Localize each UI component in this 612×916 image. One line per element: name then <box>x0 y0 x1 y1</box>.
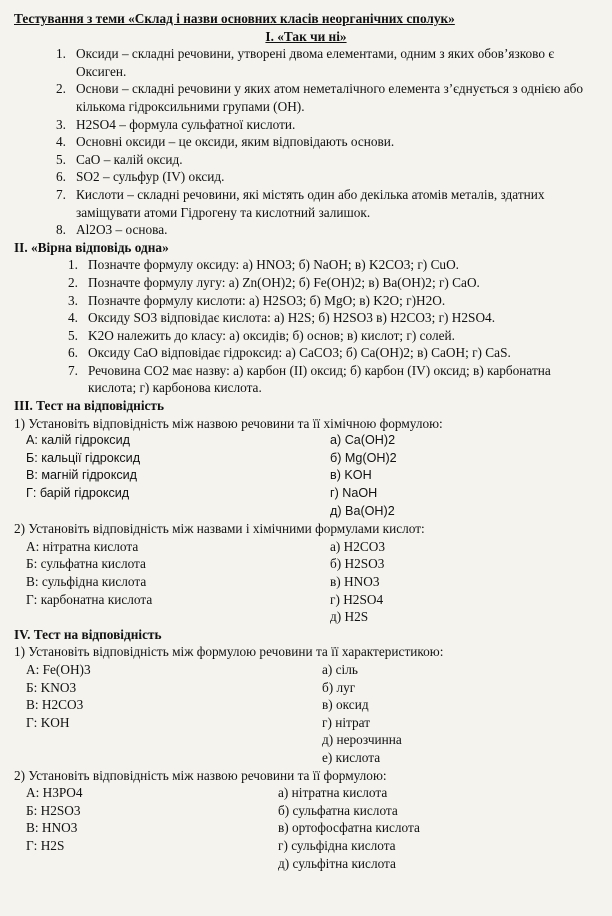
list-item: 3. Позначте формулу кислоти: а) H2SO3; б) MgO; в) K2O; г)H2O. <box>68 292 446 308</box>
list-item: 4. Основні оксиди – це оксиди, яким відповідають основи. <box>56 134 395 150</box>
table-row: В: HNO3 в) ортофосфатна кислота <box>26 820 420 836</box>
table-row: А: калій гідроксид а) Ca(OH)2 <box>26 433 396 448</box>
list-item: 1. Оксиди – складні речовини, утворені двома елементами, одним з яких обов’язково є Оксиген. <box>56 46 555 79</box>
list-item: 1. Позначте формулу оксиду: а) HNO3; б) NaOH; в) K2CO3; г) CuO. <box>68 257 460 273</box>
table-row: Б: сульфатна кислота б) H2SO3 <box>26 556 385 572</box>
table-row: д) H2S <box>330 609 369 625</box>
table-row: В: магній гідроксид в) KOH <box>26 468 372 483</box>
list-item: 5. K2O належить до класу: а) оксидів; б) основ; в) кислот; г) солей. <box>68 327 455 343</box>
table-row: В: H2CO3 в) оксид <box>26 697 369 713</box>
table-row: Г: барій гідроксид г) NaOH <box>26 486 378 501</box>
list-item: 4. Оксиду SO3 відповідає кислота: а) H2S; б) H2SO3 в) H2CO3; г) H2SO4. <box>68 310 496 326</box>
question-prompt: 1) Установіть відповідність між назвою речовини та її хімічною формулою: <box>14 415 443 431</box>
list-item: 2. Позначте формулу лугу: а) Zn(OH)2; б) Fe(OH)2; в) Ba(OH)2; г) CaO. <box>68 274 480 290</box>
question-prompt: 2) Установіть відповідність між назвами і хімічними формулами кислот: <box>14 521 425 537</box>
table-row: В: сульфідна кислота в) HNO3 <box>26 574 380 589</box>
list-item: 7. Речовина CO2 має назву: а) карбон (II) оксид; б) карбон (IV) оксид; в) карбонатна кислота; г) карбонова кислота. <box>68 362 551 396</box>
list-item: 6. Оксиду CaO відповідає гідроксид: а) CaCO3; б) Ca(OH)2; в) CaOH; г) CaS. <box>68 345 511 361</box>
table-row: Б: KNO3 б) луг <box>26 679 356 695</box>
matching-table <box>14 432 598 520</box>
table-row: е) кислота <box>322 749 381 765</box>
section-4-heading: IV. Тест на відповідність <box>14 626 162 642</box>
table-row: А: Fe(OH)3 а) сіль <box>26 661 358 677</box>
table-row: Б: кальції гідроксид б) Mg(OH)2 <box>26 450 397 465</box>
matching-table <box>14 538 598 626</box>
list-item: 8. Al2O3 – основа. <box>56 222 168 238</box>
section-3-heading: III. Тест на відповідність <box>14 398 164 414</box>
section-2-heading: II. «Вірна відповідь одна» <box>14 239 169 255</box>
section-1-list <box>14 45 598 239</box>
table-row: Г: KOH г) нітрат <box>26 714 371 730</box>
table-row: Г: карбонатна кислота г) H2SO4 <box>26 591 384 607</box>
list-item: 7. Кислоти – складні речовини, які містять один або декілька атомів металів, здатних заміщувати атоми Гідрогену та кислотний залишок. <box>56 186 545 220</box>
table-row: д) Ba(OH)2 <box>330 503 395 518</box>
table-row: Б: H2SO3 б) сульфатна кислота <box>26 802 398 818</box>
list-item: 3. H2SO4 – формула сульфатної кислоти. <box>56 116 296 132</box>
table-row: А: H3PO4 а) нітратна кислота <box>26 785 388 801</box>
table-row: Г: H2S г) сульфідна кислота <box>26 837 396 853</box>
list-item: 5. СаО – калій оксид. <box>56 151 183 167</box>
list-item: 6. SO2 – сульфур (IV) оксид. <box>56 169 225 185</box>
section-2-list <box>14 256 598 397</box>
matching-table <box>14 661 598 767</box>
list-item: 2. Основи – складні речовини у яких атом неметалічного елемента з’єднується з однією або кількома гідроксильними групами (ОН). <box>56 81 584 114</box>
table-row: А: нітратна кислота а) H2CO3 <box>26 538 386 554</box>
table-row: д) сульфітна кислота <box>278 855 396 871</box>
page-title: Тестування з теми «Склад і назви основних класів неорганічних сполук» <box>14 11 455 26</box>
section-1-heading: І. «Так чи ні» <box>265 28 347 44</box>
question-prompt: 2) Установіть відповідність між назвою речовини та її формулою: <box>14 767 387 783</box>
question-prompt: 1) Установіть відповідність між формулою речовини та її характеристикою: <box>14 644 444 660</box>
table-row: д) нерозчинна <box>322 732 402 748</box>
matching-table <box>14 784 598 872</box>
